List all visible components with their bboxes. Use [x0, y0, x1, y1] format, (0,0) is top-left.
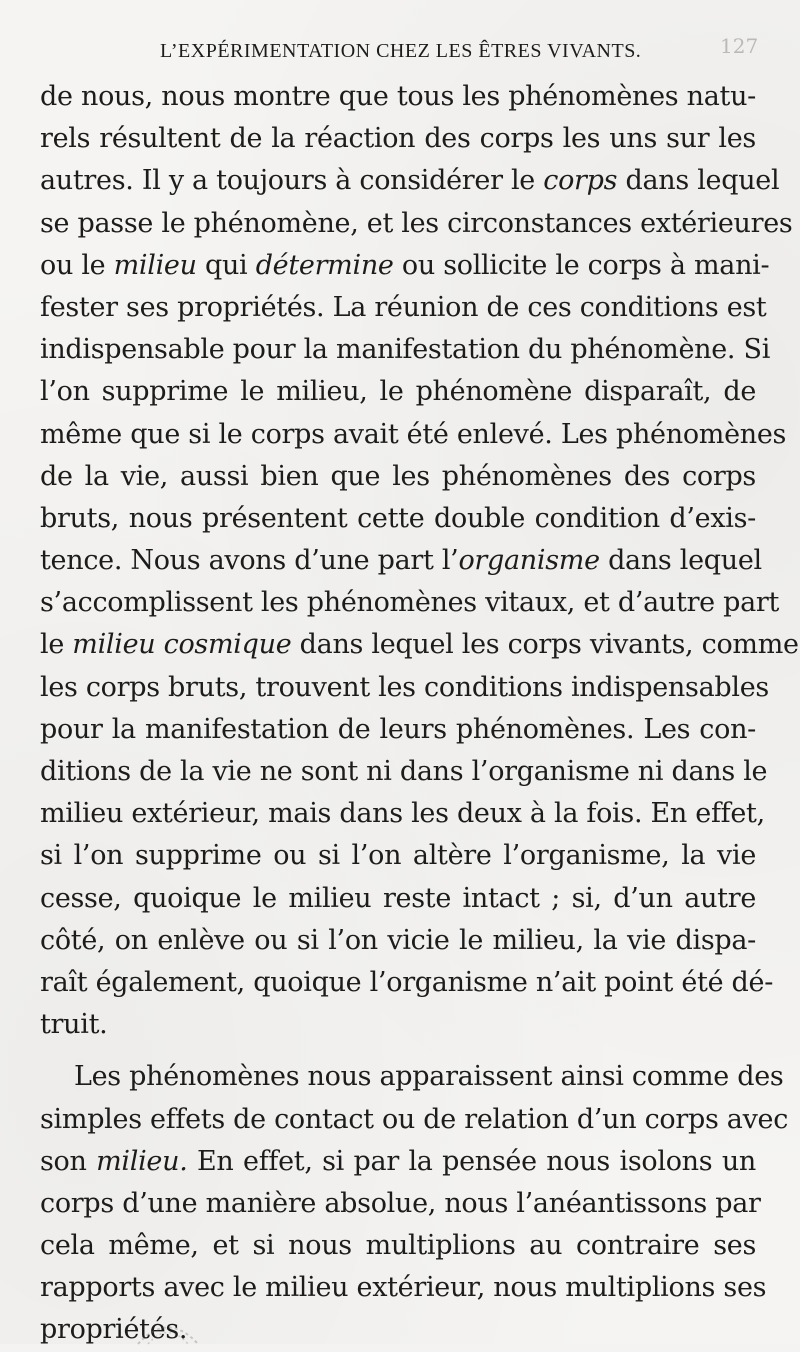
text-line	[40, 245, 770, 287]
text-segment: ou le	[40, 249, 114, 281]
text-line	[40, 414, 787, 456]
text-line	[40, 1225, 756, 1267]
text-line	[40, 1099, 789, 1141]
text-line	[40, 709, 756, 751]
text-line	[40, 667, 769, 709]
text-segment: bruts, nous présentent cette double condition d’exis-	[40, 502, 756, 534]
text-segment: cela même, et si nous multiplions au contraire ses	[40, 1230, 756, 1262]
page-number: 127	[720, 34, 759, 58]
text-line	[40, 329, 771, 371]
body-text	[40, 76, 799, 1352]
text-line	[40, 1183, 761, 1225]
text-line	[40, 624, 799, 666]
text-segment: dans lequel	[617, 165, 780, 197]
text-segment: dans lequel les corps vivants, comme	[291, 629, 799, 661]
italic-text: milieu	[113, 249, 197, 281]
text-line	[40, 920, 756, 962]
text-line	[40, 76, 756, 118]
text-segment: rapports avec le milieu extérieur, nous multiplions ses	[40, 1272, 767, 1304]
text-segment: de la vie, aussi bien que les phénomènes des corps	[40, 460, 756, 492]
text-segment: propriétés.	[40, 1314, 188, 1346]
text-segment: l’on supprime le milieu, le phénomène disparaît, de	[40, 376, 756, 408]
text-line	[40, 835, 756, 877]
text-segment: qui	[196, 249, 256, 281]
text-line	[40, 878, 756, 920]
text-line	[40, 203, 793, 245]
text-line	[40, 498, 756, 540]
text-segment: pour la manifestation de leurs phénomènes. Les con-	[40, 713, 756, 745]
text-line	[40, 540, 762, 582]
text-segment: milieu extérieur, mais dans les deux à la fois. En effet,	[40, 798, 765, 830]
text-line	[40, 287, 767, 329]
text-segment: cesse, quoique le milieu reste intact ; si, d’un autre	[40, 882, 756, 914]
text-segment: fester ses propriétés. La réunion de ces conditions est	[40, 291, 767, 323]
text-segment: dans lequel	[599, 545, 762, 577]
text-segment: les corps bruts, trouvent les conditions indispensables	[40, 671, 769, 703]
text-segment: rels résultent de la réaction des corps les uns sur les	[40, 123, 756, 155]
text-segment: si l’on supprime ou si l’on altère l’organisme, la vie	[40, 840, 756, 872]
text-line	[40, 371, 756, 413]
italic-text: milieu cosmique	[72, 629, 292, 661]
text-segment: s’accomplissent les phénomènes vitaux, et d’autre part	[40, 587, 780, 619]
italic-text: détermine	[255, 249, 394, 281]
text-line	[40, 1141, 756, 1183]
text-line	[40, 1267, 767, 1309]
text-segment: raît également, quoique l’organisme n’ait point été dé-	[40, 966, 774, 998]
text-line	[40, 793, 765, 835]
text-segment: le	[40, 629, 73, 661]
text-line	[40, 1004, 756, 1046]
text-segment: simples effets de contact ou de relation d’un corps avec	[40, 1103, 789, 1135]
italic-text: organisme	[458, 545, 600, 577]
text-segment: autres. Il y a toujours à considérer le	[40, 165, 544, 197]
text-line	[40, 456, 756, 498]
italic-text: milieu.	[96, 1145, 188, 1177]
text-segment: En effet, si par la pensée nous isolons un	[187, 1145, 756, 1177]
text-segment: Les phénomènes nous apparaissent ainsi comme des	[74, 1061, 784, 1093]
text-line	[40, 751, 768, 793]
text-segment: corps d’une manière absolue, nous l’anéantissons par	[40, 1187, 761, 1219]
paragraph-gap	[40, 1046, 756, 1056]
text-segment: de nous, nous montre que tous les phénomènes natu-	[40, 81, 756, 112]
text-segment: indispensable pour la manifestation du phénomène. Si	[40, 334, 771, 366]
text-line	[40, 582, 780, 624]
text-segment: ditions de la vie ne sont ni dans l’organisme ni dans le	[40, 756, 768, 787]
text-segment: tence. Nous avons d’une part l’	[40, 545, 459, 577]
text-segment: même que si le corps avait été enlevé. Les phénomènes	[40, 418, 787, 450]
text-line	[40, 962, 774, 1004]
text-segment: son	[40, 1145, 97, 1177]
text-segment: ou sollicite le corps à mani-	[393, 249, 770, 281]
text-segment: truit.	[40, 1009, 108, 1041]
text-line	[40, 160, 780, 202]
text-line	[40, 118, 756, 160]
text-segment: côté, on enlève ou si l’on vicie le milieu, la vie dispa-	[40, 924, 756, 956]
text-line	[40, 1056, 784, 1098]
text-segment: se passe le phénomène, et les circonstances extérieures	[40, 207, 793, 239]
running-head: L’EXPÉRIMENTATION CHEZ LES ÊTRES VIVANTS.	[160, 40, 642, 62]
library-stamp-icon	[128, 1306, 208, 1346]
italic-text: corps	[543, 165, 618, 197]
